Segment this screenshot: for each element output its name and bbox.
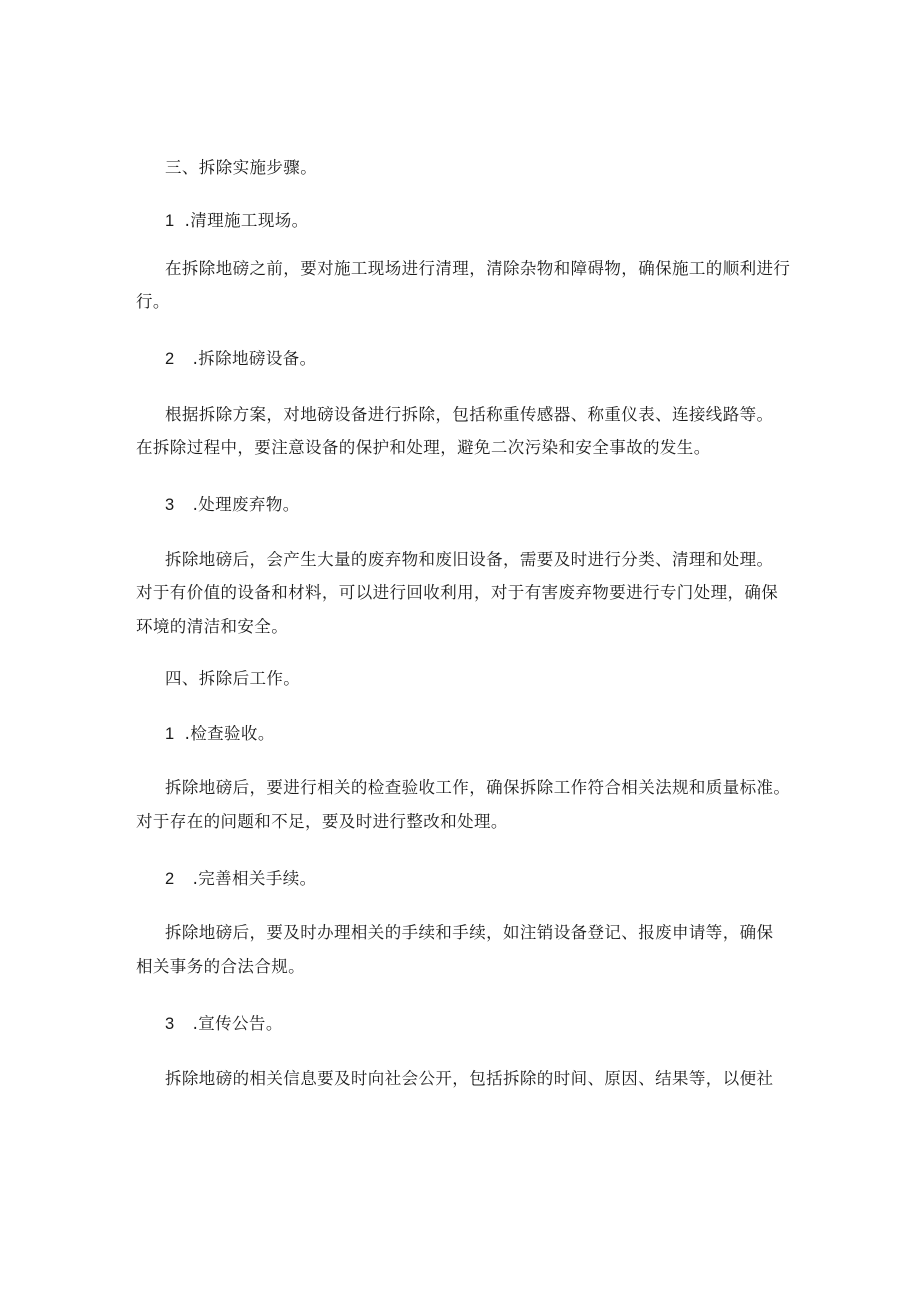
paragraph-line: 在拆除地磅之前，要对施工现场进行清理，清除杂物和障碍物，确保施工的顺利进行 xyxy=(165,259,791,278)
step-title xyxy=(165,209,309,233)
step-number: 1 xyxy=(165,725,175,743)
step-number: 2 xyxy=(165,870,175,888)
paragraph-line: 对于存在的问题和不足，要及时进行整改和处理。 xyxy=(136,812,508,831)
step-title-text: .拆除地磅设备。 xyxy=(192,349,317,368)
paragraph-line: 环境的清洁和安全。 xyxy=(136,617,289,636)
paragraph-line: 拆除地磅后，要及时办理相关的手续和手续，如注销设备登记、报废申请等，确保 xyxy=(165,923,774,942)
paragraph-line: 对于有价值的设备和材料，可以进行回收利用，对于有害废弃物要进行专门处理，确保 xyxy=(136,583,779,602)
step-title-text: .清理施工现场。 xyxy=(184,211,309,230)
step-title xyxy=(165,347,317,371)
paragraph-line: 根据拆除方案，对地磅设备进行拆除，包括称重传感器、称重仪表、连接线路等。 xyxy=(165,405,774,424)
paragraph-line: 拆除地磅后，会产生大量的废弃物和废旧设备，需要及时进行分类、清理和处理。 xyxy=(165,550,774,569)
step-title-text: .完善相关手续。 xyxy=(192,869,317,888)
step-number: 3 xyxy=(165,1015,175,1033)
step-title xyxy=(165,722,275,746)
paragraph-line: 在拆除过程中，要注意设备的保护和处理，避免二次污染和安全事故的发生。 xyxy=(136,438,711,457)
paragraph-line: 拆除地磅后，要进行相关的检查验收工作，确保拆除工作符合相关法规和质量标准。 xyxy=(165,778,791,797)
step-title-text: .检查验收。 xyxy=(184,724,275,743)
section-heading: 四、拆除后工作。 xyxy=(165,669,301,688)
paragraph-line: 行。 xyxy=(136,292,170,311)
step-number: 3 xyxy=(165,496,175,514)
step-title-text: .宣传公告。 xyxy=(192,1014,283,1033)
paragraph-line: 拆除地磅的相关信息要及时向社会公开，包括拆除的时间、原因、结果等，以便社 xyxy=(165,1069,774,1088)
step-number: 2 xyxy=(165,350,175,368)
step-title xyxy=(165,867,317,891)
step-title xyxy=(165,1012,283,1036)
step-number: 1 xyxy=(165,212,175,230)
step-title-text: .处理废弃物。 xyxy=(192,495,300,514)
paragraph-line: 相关事务的合法合规。 xyxy=(136,957,305,976)
step-title xyxy=(165,493,300,517)
section-heading: 三、拆除实施步骤。 xyxy=(165,158,318,177)
